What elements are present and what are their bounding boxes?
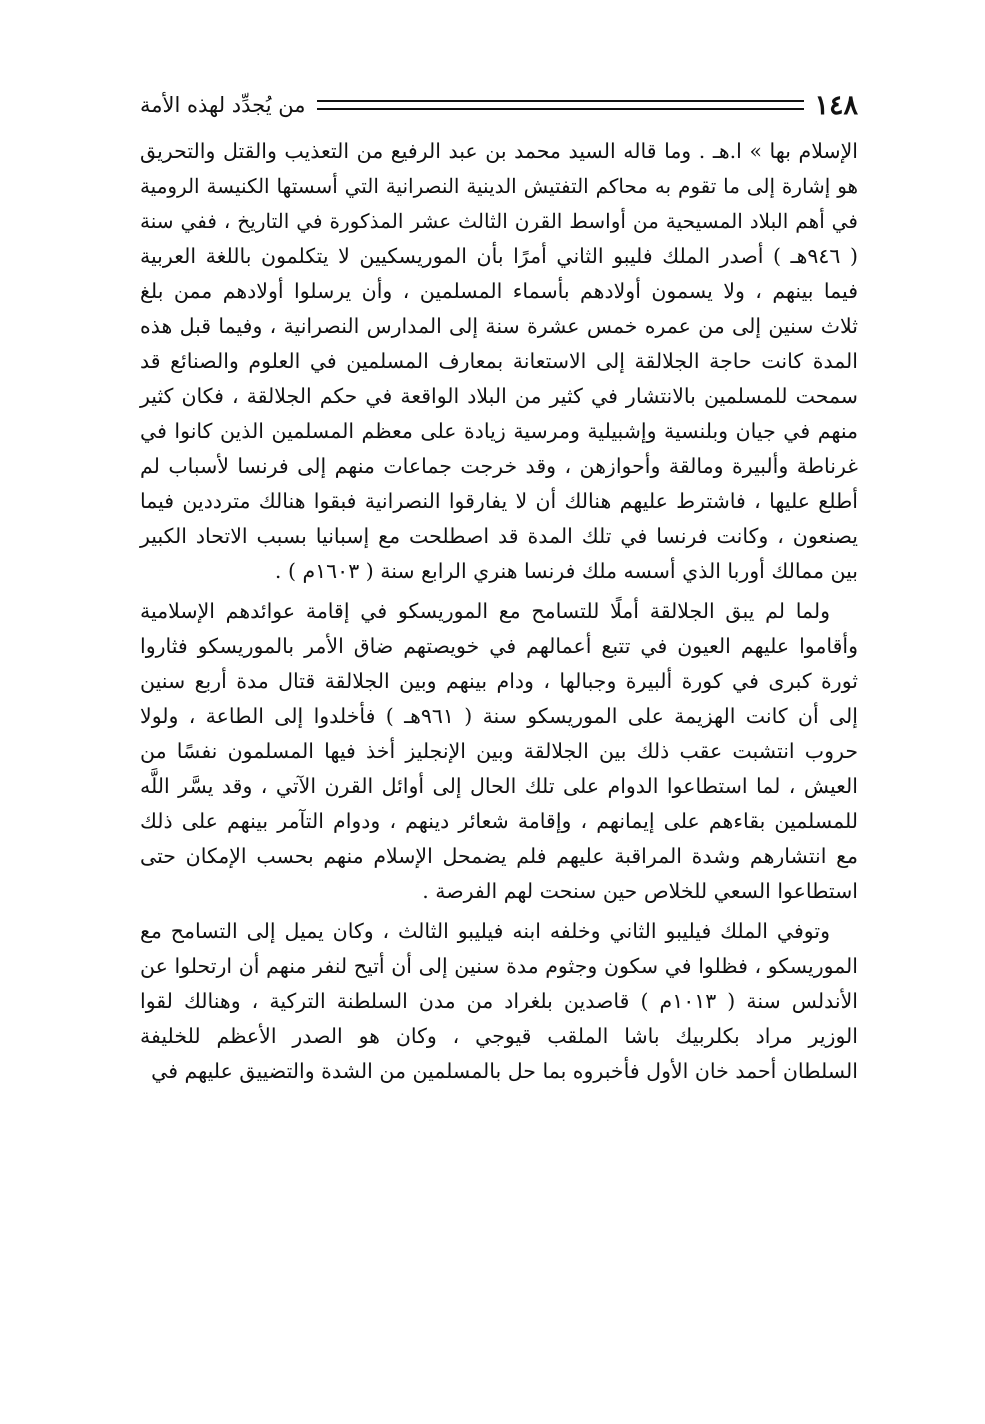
text-line: وتوفي الملك فيليبو الثاني وخلفه ابنه فيليبو الثالث ، وكان يميل إلى التسامح مع — [140, 919, 830, 943]
running-title: من يُجدِّد لهذه الأمة — [140, 93, 306, 117]
text-line: ثورة كبرى في كورة ألبيرة وجبالها ، ودام بينهم وبين الجلالقة قتال مدة أربع سنين — [140, 669, 858, 693]
paragraph — [140, 134, 858, 589]
text-line: سمحت للمسلمين بالانتشار في كثير من البلاد الواقعة في حكم الجلالقة ، فكان كثير — [140, 384, 858, 408]
text-line: غرناطة وألبيرة ومالقة وأحوازهن ، وقد خرجت جماعات منهم إلى فرنسا لأسباب لم — [140, 454, 858, 478]
header-double-rule — [317, 100, 804, 110]
text-line: مع انتشارهم وشدة المراقبة عليهم فلم يضمحل الإسلام منهم بحسب الإمكان حتى — [140, 844, 858, 868]
text-line: استطاعوا السعي للخلاص حين سنحت لهم الفرصة . — [422, 879, 858, 903]
text-line: العيش ، لما استطاعوا الدوام على تلك الحال إلى أوائل القرن الآتي ، وقد يسَّر اللَّه — [140, 774, 858, 798]
text-line: الأندلس سنة ( ١٠١٣م ) قاصدين بلغراد من مدن السلطنة التركية ، وهنالك لقوا — [140, 989, 858, 1013]
paragraph — [140, 594, 858, 909]
text-line: ( ٩٤٦هـ ) أصدر الملك فليبو الثاني أمرًا بأن الموريسكيين لا يتكلمون باللغة العربية — [140, 244, 859, 268]
text-line: وأقاموا عليهم العيون في تتبع أعمالهم في خويصتهم ضاق الأمر بالموريسكو فثاروا — [140, 634, 858, 658]
text-line: للمسلمين بقاءهم على إيمانهم ، وإقامة شعائر دينهم ، ودوام التآمر بينهم على ذلك — [140, 809, 858, 833]
text-line: منهم في جيان وبلنسية وإشبيلية ومرسية زيادة على معظم المسلمين الذين كانوا في — [140, 419, 858, 443]
page-number: ١٤٨ — [814, 89, 858, 121]
paragraph — [140, 914, 858, 1089]
text-line: أطلع عليها ، فاشترط عليهم هنالك أن لا يفارقوا النصرانية فبقوا هنالك مترددين فيما — [140, 489, 858, 513]
text-line: ولما لم يبق الجلالقة أملًا للتسامح مع الموريسكو في إقامة عوائدهم الإسلامية — [140, 599, 830, 623]
text-line: بين ممالك أوربا الذي أسسه ملك فرنسا هنري الرابع سنة ( ١٦٠٣م ) . — [274, 559, 858, 583]
text-line: ثلاث سنين إلى من عمره خمس عشرة سنة إلى المدارس النصرانية ، وفيما قبل هذه — [140, 314, 858, 338]
page-header — [140, 88, 858, 122]
text-line: فيما بينهم ، ولا يسمون أولادهم بأسماء المسلمين ، وأن يرسلوا أولادهم ممن بلغ — [140, 279, 858, 303]
text-line: يصنعون ، وكانت فرنسا في تلك المدة قد اصطلحت مع إسبانيا بسبب الاتحاد الكبير — [140, 524, 858, 548]
text-line: في أهم البلاد المسيحية من أواسط القرن الثالث عشر المذكورة في التاريخ ، ففي سنة — [140, 209, 858, 233]
text-line: هو إشارة إلى ما تقوم به محاكم التفتيش الدينية النصرانية التي أسستها الكنيسة الرومية — [140, 175, 858, 198]
text-line: المدة كانت حاجة الجلالقة إلى الاستعانة بمعارف المسلمين في العلوم والصنائع قد — [140, 349, 858, 373]
text-line: حروب انتشبت عقب ذلك بين الجلالقة وبين الإنجليز أخذ فيها المسلمون نفسًا من — [140, 739, 858, 763]
text-line: الوزير مراد بكلربيك باشا الملقب قيوجي ، وكان هو الصدر الأعظم للخليفة — [140, 1024, 858, 1048]
text-line: الإسلام بها » ا.هـ . وما قاله السيد محمد بن عبد الرفيع من التعذيب والقتل والتحريق — [140, 139, 858, 163]
text-line: الموريسكو ، فظلوا في سكون وجثوم مدة سنين إلى أن أتيح لنفر منهم أن ارتحلوا عن — [140, 954, 858, 978]
text-line: السلطان أحمد خان الأول فأخبروه بما حل بالمسلمين من الشدة والتضييق عليهم في — [151, 1059, 858, 1083]
body-text — [140, 134, 858, 1094]
text-line: إلى أن كانت الهزيمة على الموريسكو سنة ( ٩٦١هـ ) فأخلدوا إلى الطاعة ، ولولا — [140, 704, 858, 728]
